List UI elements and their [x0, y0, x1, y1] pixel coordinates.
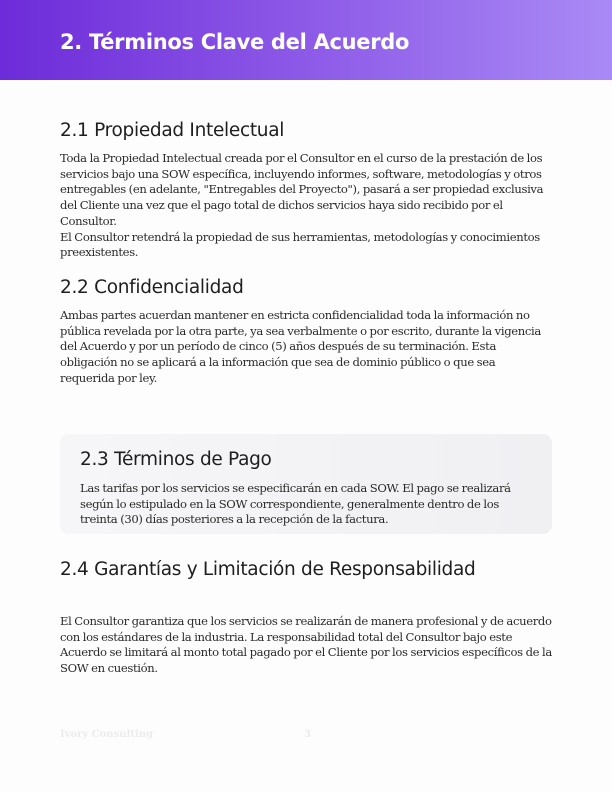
section-warranties-liability	[60, 558, 552, 677]
page-title: 2. Términos Clave del Acuerdo	[60, 30, 410, 54]
section-heading: 2.2 Confidencialidad	[60, 277, 244, 298]
section-heading: 2.4 Garantías y Limitación de Responsabilidad	[60, 559, 476, 580]
section-paragraph: Toda la Propiedad Intelectual creada por el Consultor en el curso de la prestación de los servicios bajo una SOW específica, incluyendo informes, software, metodologías y otros entregables (en adelante, "Entregables del Proyecto"), pasará a ser propiedad exclusiva del Cliente una vez que el pago total de dichos servicios haya sido recibido por el Consultor.	[60, 151, 544, 228]
section-paragraph: Las tarifas por los servicios se especificarán en cada SOW. El pago se realizará según lo estipulado en la SOW correspondiente, generalmente dentro de los treinta (30) días posteriores a la recepción de la factura.	[80, 481, 511, 527]
section-heading: 2.3 Términos de Pago	[80, 449, 272, 470]
section-paragraph: Ambas partes acuerdan mantener en estricta confidencialidad toda la información no pública revelada por la otra parte, ya sea verbalmente o por escrito, durante la vigencia del Acuerdo y por un período de cinco (5) años después de su terminación. Esta obligación no se aplicará a la información que sea de dominio público o que sea requerida por ley.	[60, 308, 541, 385]
section-intellectual-property	[60, 119, 552, 261]
payment-terms-callout	[60, 434, 552, 534]
page-number: 3	[304, 729, 311, 740]
section-confidentiality	[60, 276, 552, 387]
section-paragraph: El Consultor retendrá la propiedad de sus herramientas, metodologías y conocimientos preexistentes.	[60, 229, 540, 260]
section-heading: 2.1 Propiedad Intelectual	[60, 120, 285, 141]
footer-brand: Ivory Consulting	[60, 729, 153, 740]
section-paragraph: El Consultor garantiza que los servicios se realizarán de manera profesional y de acuerdo con los estándares de la industria. La responsabilidad total del Consultor bajo este Acuerdo se limitará al monto total pagado por el Cliente por los servicios específicos de la SOW en cuestión.	[60, 614, 552, 676]
page-header	[0, 0, 612, 80]
